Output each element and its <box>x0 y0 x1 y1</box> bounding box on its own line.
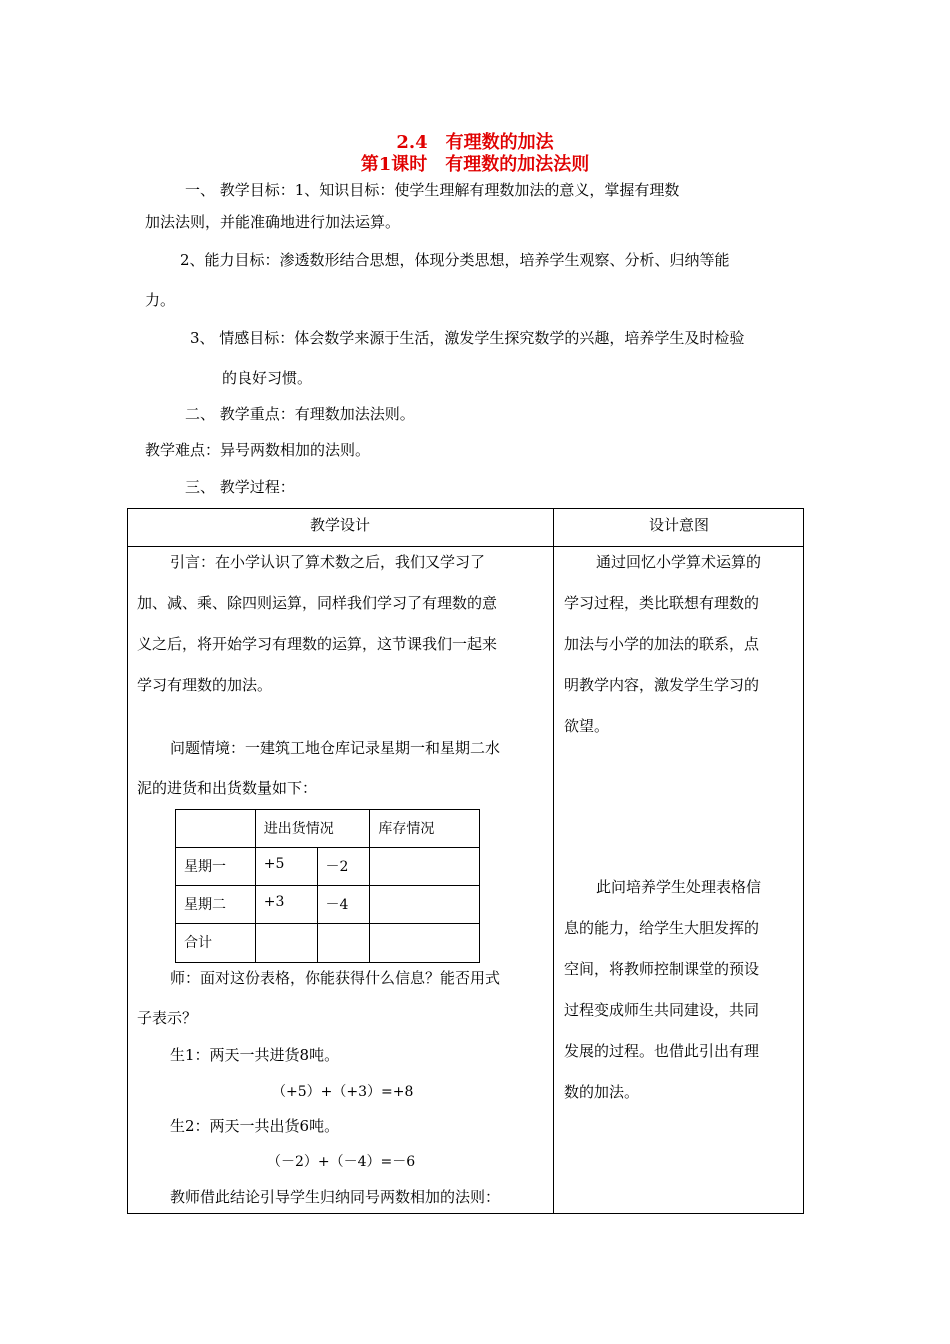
col-header-design: 教学设计 <box>309 516 370 534</box>
stock-table-cell <box>370 886 480 924</box>
problem-line: 问题情境：一建筑工地仓库记录星期一和星期二水 <box>170 739 501 757</box>
objectives-heading: 一、 教学目标：1、知识目标：使学生理解有理数加法的意义，掌握有理数 <box>185 181 680 199</box>
intent-line: 加法与小学的加法的联系，点 <box>564 635 760 653</box>
stock-table-cell <box>370 924 480 963</box>
stock-table-cell: －2 <box>317 848 370 886</box>
stock-table-header-blank <box>176 810 256 848</box>
difficulty: 教学难点：异号两数相加的法则。 <box>145 441 371 459</box>
stock-table-cell <box>317 924 370 963</box>
emotion-objective: 3、 情感目标：体会数学来源于生活，激发学生探究数学的兴趣，培养学生及时检验 <box>190 329 745 347</box>
intent-line: 过程变成师生共同建设，共同 <box>564 1001 760 1019</box>
problem-line: 泥的进货和出货数量如下： <box>137 779 318 797</box>
intent-line: 空间，将教师控制课堂的预设 <box>564 960 760 978</box>
lesson-title: 2.4 有理数的加法 <box>396 132 554 153</box>
intent-line: 学习过程，类比联想有理数的 <box>564 594 760 612</box>
process-heading: 三、 教学过程： <box>185 478 295 496</box>
intro-line: 加、减、乘、除四则运算，同样我们学习了有理数的意 <box>137 594 498 612</box>
teacher-conclusion: 教师借此结论引导学生归纳同号两数相加的法则： <box>170 1188 501 1206</box>
knowledge-objective-cont: 加法法则，并能准确地进行加法运算。 <box>145 213 401 231</box>
stock-table-header-inout: 进出货情况 <box>255 810 370 848</box>
teacher-question: 师：面对这份表格，你能获得什么信息？能否用式 <box>170 969 501 987</box>
intent-line: 欲望。 <box>564 717 610 735</box>
student2-answer: 生2：两天一共出货6吨。 <box>170 1117 340 1135</box>
intro-line: 学习有理数的加法。 <box>137 676 273 694</box>
stock-table-cell: －4 <box>317 886 370 924</box>
key-point: 二、 教学重点：有理数加法法则。 <box>185 405 415 423</box>
teacher-question: 子表示？ <box>137 1009 198 1027</box>
intent-line: 数的加法。 <box>564 1083 640 1101</box>
stock-table-cell: 星期一 <box>176 848 256 886</box>
stock-table-cell: +3 <box>255 886 317 924</box>
intent-line: 明教学内容，激发学生学习的 <box>564 676 760 694</box>
stock-table-cell: 星期二 <box>176 886 256 924</box>
student1-answer: 生1：两天一共进货8吨。 <box>170 1046 340 1064</box>
table-column-divider <box>553 508 554 1214</box>
intent-line: 发展的过程。也借此引出有理 <box>564 1042 760 1060</box>
intent-line: 息的能力，给学生大胆发挥的 <box>564 919 760 937</box>
intro-line: 义之后，将开始学习有理数的运算，这节课我们一起来 <box>137 635 498 653</box>
stock-table-header-stock: 库存情况 <box>370 810 480 848</box>
stock-table <box>175 809 480 963</box>
table-header-divider <box>127 546 804 547</box>
intro-line: 引言：在小学认识了算术数之后，我们又学习了 <box>170 553 486 571</box>
lesson-subtitle: 第1课时 有理数的加法法则 <box>360 154 590 175</box>
equation-1: （+5）+（+3）=+8 <box>272 1084 414 1100</box>
emotion-objective-cont: 的良好习惯。 <box>222 369 313 387</box>
ability-objective: 2、能力目标：渗透数形结合思想，体现分类思想，培养学生观察、分析、归纳等能 <box>180 251 730 269</box>
intent-line: 通过回忆小学算术运算的 <box>596 553 762 571</box>
intent-line: 此问培养学生处理表格信 <box>596 878 762 896</box>
ability-objective-cont: 力。 <box>145 291 176 309</box>
stock-table-cell: 合计 <box>176 924 256 963</box>
stock-table-cell <box>255 924 317 963</box>
stock-table-cell: +5 <box>255 848 317 886</box>
equation-2: （－2）+（－4）=－6 <box>267 1154 416 1170</box>
stock-table-cell <box>370 848 480 886</box>
col-header-intent: 设计意图 <box>648 516 709 534</box>
